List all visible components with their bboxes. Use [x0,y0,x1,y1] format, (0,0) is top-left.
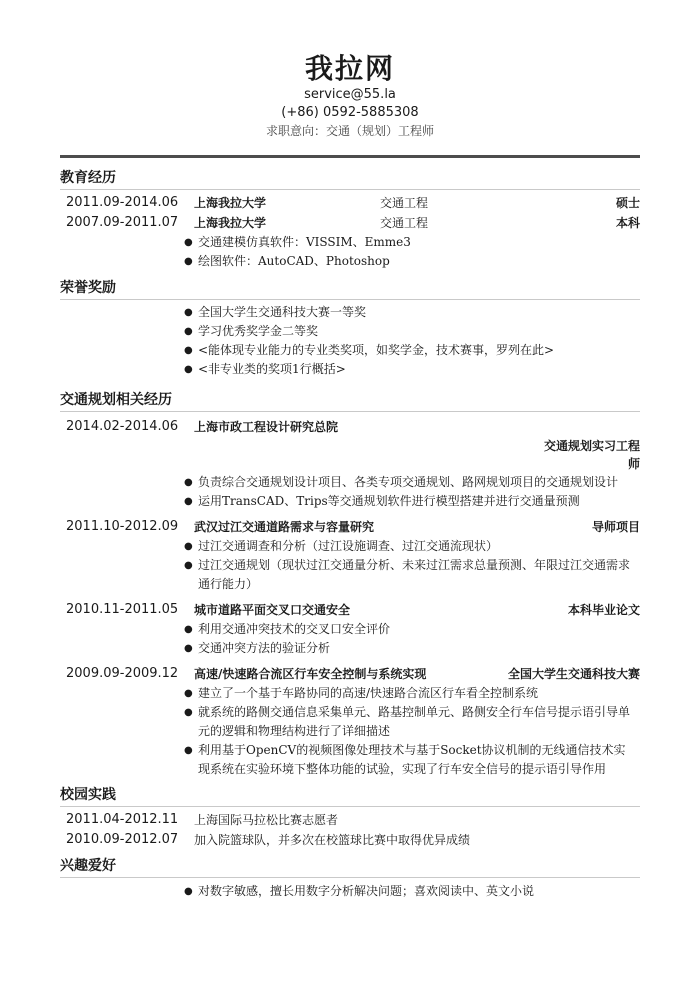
list-item [60,341,640,360]
bullet-icon: ● [184,477,193,488]
experience-header [60,600,640,620]
bullet-icon: ● [184,364,193,375]
date-range: 2011.04-2012.11 [66,812,179,827]
list-item-text: 对数字敏感，擅长用数字分析解决问题；喜欢阅读中、英文小说 [198,884,535,898]
role-row [60,437,640,455]
education-row [60,213,640,233]
list-item [60,492,640,511]
bullet-icon: ● [184,688,193,699]
section-title: 兴趣爱好 [60,856,640,878]
experience-header [60,664,640,684]
activity-text: 上海国际马拉松比赛志愿者 [194,813,339,827]
campus-row [60,830,640,850]
list-item-text: 过江交通调查和分析（过江设施调查、过江交通流现状） [198,539,499,553]
hobbies-section [60,856,640,901]
bullet-list [60,473,640,511]
list-item-text: <能体现专业能力的专业类奖项，如奖学金，技术赛事，罗列在此> [198,343,555,357]
date-range: 2011.09-2014.06 [66,195,179,210]
organization: 武汉过江交通道路需求与容量研究 [194,520,375,534]
school-name: 上海我拉大学 [194,196,267,210]
date-range: 2007.09-2011.07 [66,215,179,230]
list-item-text: 过江交通规划（现状过江交通量分析、未来过江需求总量预测、年限过江交通需求通行能力） [198,558,631,591]
list-item [60,741,640,779]
bullet-icon: ● [184,624,193,635]
organization: 城市道路平面交叉口交通安全 [194,603,351,617]
bullet-list [60,882,640,901]
resume-header [0,52,700,140]
organization: 上海市政工程设计研究总院 [194,420,339,434]
bullet-icon: ● [184,745,193,756]
list-item-text: 就系统的路侧交通信息采集单元、路基控制单元、路侧安全行车信号提示语引导单元的逻辑和物理结构进行了详细描述 [198,705,631,738]
experience-section [60,390,640,779]
school-name: 上海我拉大学 [194,216,267,230]
list-item [60,473,640,492]
bullet-list [60,684,640,779]
list-item-text: 绘图软件：AutoCAD、Photoshop [198,254,390,268]
bullet-list [60,303,640,379]
bullet-list [60,537,640,594]
bullet-icon: ● [184,496,193,507]
bullet-icon: ● [184,237,193,248]
list-item [60,620,640,639]
role-title: 交通规划实习工程 [543,439,640,453]
education-section [60,168,640,271]
bullet-icon: ● [184,541,193,552]
honors-section [60,278,640,379]
role-title: 师 [627,457,640,471]
email-text: service@55.la [304,87,396,102]
list-item [60,322,640,341]
date-range: 2010.09-2012.07 [66,832,179,847]
major: 交通工程 [380,196,429,210]
campus-section [60,785,640,850]
list-item [60,303,640,322]
section-title: 荣誉奖励 [60,278,640,300]
activity-text: 加入院篮球队，并多次在校篮球比赛中取得优异成绩 [194,833,471,847]
bullet-icon: ● [184,560,193,571]
list-item-text: 交通冲突方法的验证分析 [198,641,331,655]
list-item-text: <非专业类的奖项1行概括> [198,362,346,376]
section-title: 教育经历 [60,168,640,190]
job-intent: 求职意向：交通（规划）工程师 [265,124,434,138]
date-range: 2014.02-2014.06 [66,419,179,434]
list-item-text: 利用交通冲突技术的交叉口安全评价 [198,622,391,636]
bullet-icon: ● [184,326,193,337]
campus-row [60,810,640,830]
resume-name: 我拉网 [304,52,395,85]
major: 交通工程 [380,216,429,230]
list-item [60,639,640,658]
list-item [60,360,640,379]
list-item [60,252,640,271]
date-range: 2009.09-2009.12 [66,666,179,681]
list-item-text: 利用基于OpenCV的视频图像处理技术与基于Socket协议机制的无线通信技术实现系统在实验环境下整体功能的试验，实现了行车安全信号的提示语引导作用 [198,743,626,776]
list-item [60,882,640,901]
organization: 高速/快速路合流区行车安全控制与系统实现 [194,667,427,681]
section-title: 交通规划相关经历 [60,390,640,412]
list-item-text: 运用TransCAD、Trips等交通规划软件进行模型搭建并进行交通量预测 [198,494,580,508]
education-row [60,193,640,213]
list-item [60,684,640,703]
phone-text: (+86) 0592-5885308 [281,105,419,120]
date-range: 2011.10-2012.09 [66,519,179,534]
role-title: 全国大学生交通科技大赛 [507,667,640,681]
header-divider [60,155,640,158]
list-item-text: 负责综合交通规划设计项目、各类专项交通规划、路网规划项目的交通规划设计 [198,475,619,489]
bullet-list [60,620,640,658]
experience-header [60,417,640,437]
list-item [60,233,640,252]
bullet-icon: ● [184,643,193,654]
list-item-text: 学习优秀奖学金二等奖 [198,324,319,338]
bullet-icon: ● [184,345,193,356]
list-item [60,556,640,594]
role-title: 导师项目 [591,520,640,534]
bullet-icon: ● [184,886,193,897]
list-item [60,703,640,741]
bullet-icon: ● [184,307,193,318]
role-row [60,455,640,473]
section-title: 校园实践 [60,785,640,807]
date-range: 2010.11-2011.05 [66,602,179,617]
bullet-icon: ● [184,256,193,267]
degree: 本科 [615,216,640,230]
bullet-list [60,233,640,271]
list-item-text: 全国大学生交通科技大赛一等奖 [198,305,367,319]
list-item-text: 建立了一个基于车路协同的高速/快速路合流区行车看全控制系统 [198,686,539,700]
list-item-text: 交通建模仿真软件：VISSIM、Emme3 [198,235,411,249]
bullet-icon: ● [184,707,193,718]
experience-header [60,517,640,537]
degree: 硕士 [615,196,640,210]
role-title: 本科毕业论文 [567,603,640,617]
list-item [60,537,640,556]
